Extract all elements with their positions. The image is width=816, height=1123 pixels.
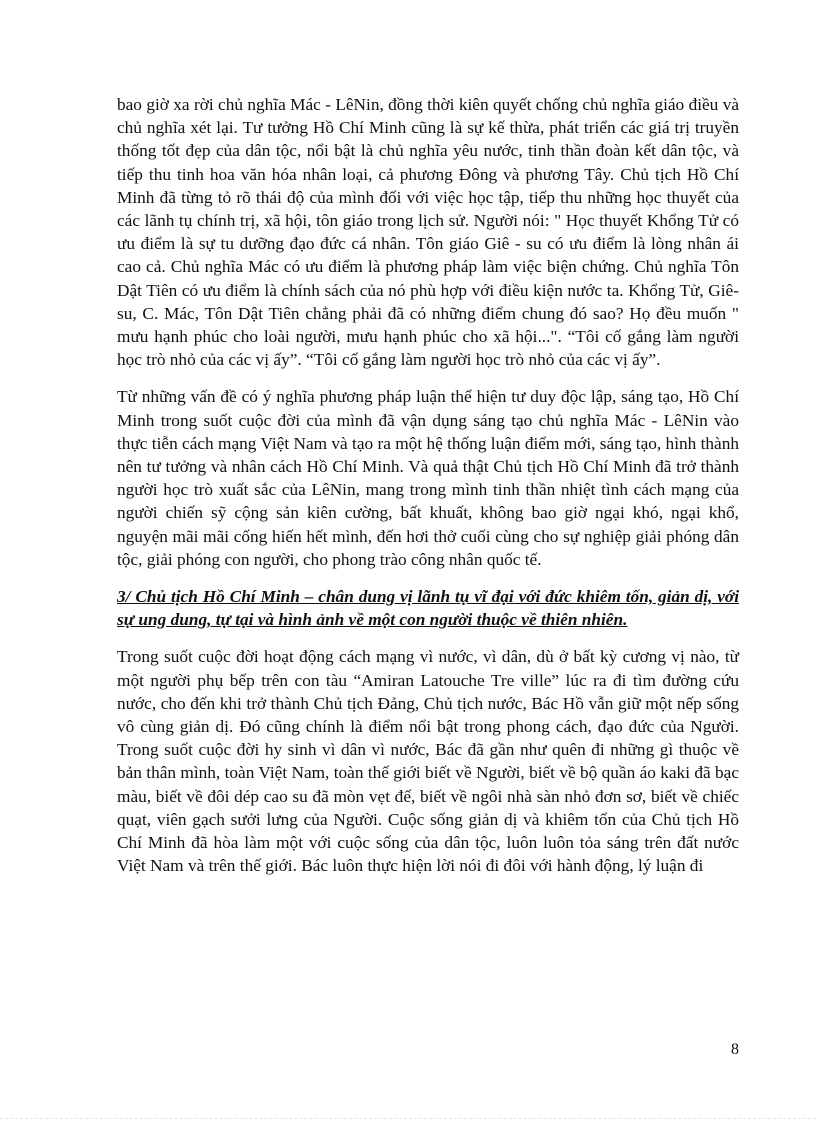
page-number: 8 <box>731 1041 739 1058</box>
paragraph-creative-application: Từ những vấn đề có ý nghĩa phương pháp luận thể hiện tư duy độc lập, sáng tạo, Hồ Chí Minh trong suốt cuộc đời của mình đã vận dụng sáng tạo chủ nghĩa Mác - LêNin vào thực tiễn cách mạng Việt Nam và tạo ra một hệ thống luận điểm mới, sáng tạo, hình thành nên tư tưởng và nhân cách Hồ Chí Minh. Và quả thật Chủ tịch Hồ Chí Minh đã trở thành người học trò xuất sắc của LêNin, mang trong mình tinh thần nhiệt tình cách mạng của người chiến sỹ cộng sản kiên cường, bất khuất, không bao giờ ngại khó, ngại khổ, nguyện mãi mãi cống hiến hết mình, đến hơi thở cuối cùng cho sự nghiệp giải phóng dân tộc, giải phóng con người, cho phong trào công nhân quốc tế. <box>117 387 739 569</box>
page-body <box>117 93 739 892</box>
paragraph-simple-lifestyle: Trong suốt cuộc đời hoạt động cách mạng vì nước, vì dân, dù ở bất kỳ cương vị nào, từ một người phụ bếp trên con tàu “Amiran Latouche Tre ville” lúc ra đi tìm đường cứu nước, cho đến khi trở thành Chủ tịch Đảng, Chủ tịch nước, Bác Hồ vẫn giữ một nếp sống vô cùng giản dị. Đó cũng chính là điểm nổi bật trong phong cách, đạo đức của Người. Trong suốt cuộc đời hy sinh vì dân vì nước, Bác đã gần như quên đi những gì thuộc về bản thân mình, toàn Việt Nam, toàn thế giới biết về Người, biết về bộ quần áo kaki đã bạc màu, biết về đôi dép cao su đã mòn vẹt đế, biết về ngôi nhà sàn nhỏ đơn sơ, biết về chiếc quạt, viên gạch sưởi lưng của Người. Cuộc sống giản dị và khiêm tốn của Chủ tịch Hồ Chí Minh đã hòa làm một với cuộc sống của dân tộc, luôn luôn tỏa sáng trên đất nước Việt Nam và trên thế giới. Bác luôn thực hiện lời nói đi đôi với hành động, lý luận đi <box>117 647 739 876</box>
paragraph-continuation: bao giờ xa rời chủ nghĩa Mác - LêNin, đồng thời kiên quyết chống chủ nghĩa giáo điều và chủ nghĩa xét lại. Tư tưởng Hồ Chí Minh cũng là sự kế thừa, phát triển các giá trị truyền thống tốt đẹp của dân tộc, nổi bật là chủ nghĩa yêu nước, tinh thần đoàn kết dân tộc, và tiếp thu tinh hoa văn hóa nhân loại, cả phương Đông và phương Tây. Chủ tịch Hồ Chí Minh đã từng tỏ rõ thái độ của mình đối với việc học tập, tiếp thu những học thuyết của các lãnh tụ chính trị, xã hội, tôn giáo trong lịch sử. Người nói: " Học thuyết Khổng Tử có ưu điểm là sự tu dưỡng đạo đức cá nhân. Tôn giáo Giê - su có ưu điểm là lòng nhân ái cao cả. Chủ nghĩa Mác có ưu điểm là phương pháp làm việc biện chứng. Chủ nghĩa Tôn Dật Tiên có ưu điểm là chính sách của nó phù hợp với điều kiện nước ta. Khổng Tử, Giê-su, C. Mác, Tôn Dật Tiên chẳng phải đã có những điểm chung đó sao? Họ đều muốn " mưu hạnh phúc cho loài người, mưu hạnh phúc cho xã hội...". “Tôi cố gắng làm người học trò nhỏ của các vị ấy”. “Tôi cố gắng làm người học trò nhỏ của các vị ấy”. <box>117 95 739 370</box>
section-heading-3: 3/ Chủ tịch Hồ Chí Minh – chân dung vị lãnh tụ vĩ đại với đức khiêm tốn, giản dị, với sự ung dung, tự tại và hình ảnh về một con người thuộc về thiên nhiên. <box>117 587 739 630</box>
page-bottom-divider <box>0 1118 816 1119</box>
